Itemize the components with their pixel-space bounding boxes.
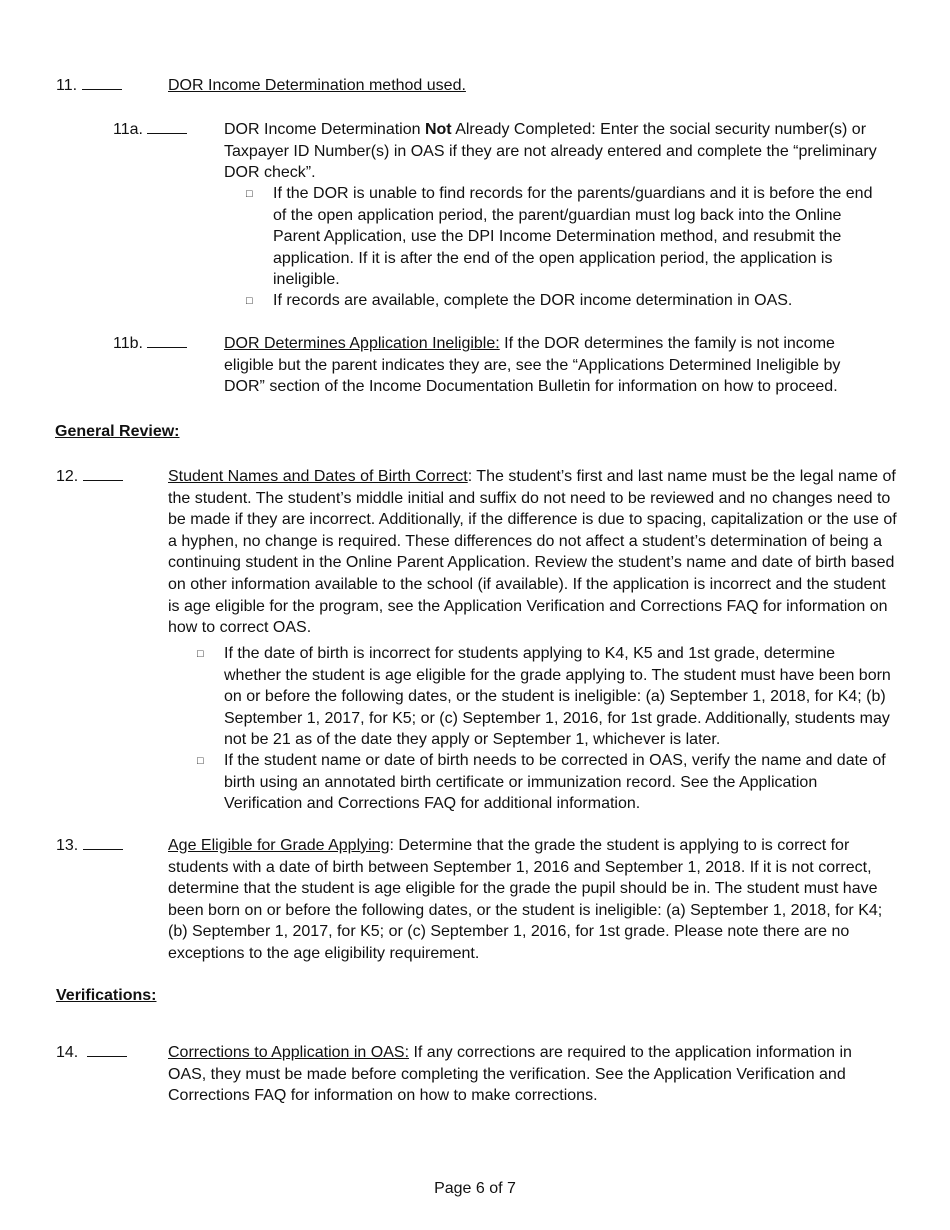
checkbox-bullet[interactable]: □ bbox=[197, 755, 204, 767]
check-blank[interactable] bbox=[87, 1042, 127, 1057]
item-12-bullet-2: If the student name or date of birth needs to be corrected in OAS, verify the name and date of birth using an annotated birth certificate or immunization record. See the Application Verification and Corrections FAQ for additional information. bbox=[224, 752, 886, 813]
item-11b-text: DOR Determines Application Ineligible: If the DOR determines the family is not income eligible but the parent indicates they are, see the “Applications Determined Ineligible by DOR” section of the Income Documentation Bulletin for information on how to proceed. bbox=[224, 335, 841, 396]
section-heading-verifications: Verifications: bbox=[56, 987, 157, 1004]
check-blank[interactable] bbox=[83, 466, 123, 481]
check-blank[interactable] bbox=[82, 75, 122, 90]
check-blank[interactable] bbox=[147, 119, 187, 134]
section-heading-general-review: General Review: bbox=[55, 423, 180, 440]
item-11a-bullet-2: If records are available, complete the DOR income determination in OAS. bbox=[273, 292, 793, 309]
page-number: Page 6 of 7 bbox=[434, 1180, 516, 1197]
checkbox-bullet[interactable]: □ bbox=[197, 648, 204, 660]
item-13-text: Age Eligible for Grade Applying: Determine that the grade the student is applying to is correct for students with a date of birth between September 1, 2016 and September 1, 2018. If it is not correct, determine that the student is age eligible for the grade the pupil should be in. The student must have been born on or before the following dates, or the student is ineligible: (a) September 1, 2018, for K4; (b) September 1, 2017, for K5; or (c) September 1, 2016, for 1st grade. Please note there are no exceptions to the age eligibility requirement. bbox=[168, 837, 883, 962]
item-12-bullet-1: If the date of birth is incorrect for students applying to K4, K5 and 1st grade, determine whether the student is age eligible for the grade applying to. The student must have been born on or before the following dates, or the student is ineligible: (a) September 1, 2018, for K4; (b) September 1, 2017, for K5; or (c) September 1, 2016, for 1st grade. Additionally, students may not be 21 as of the date they apply or September 1, whichever is later. bbox=[224, 645, 891, 749]
checkbox-bullet[interactable]: □ bbox=[246, 295, 253, 307]
checkbox-bullet[interactable]: □ bbox=[246, 188, 253, 200]
item-11a-number: 11a. bbox=[113, 119, 187, 141]
check-blank[interactable] bbox=[83, 835, 123, 850]
item-13-number: 13. bbox=[56, 835, 123, 857]
item-14-number: 14. bbox=[56, 1042, 127, 1064]
item-11a-bullet-1: If the DOR is unable to find records for the parents/guardians and it is before the end of the open application period, the parent/guardian must log back into the Online Parent Application, use the DPI Income Determination method, and resubmit the application. If it is after the end of the open application period, the application is ineligible. bbox=[273, 185, 873, 289]
item-11-number: 11. bbox=[56, 75, 122, 97]
item-11-title: DOR Income Determination method used. bbox=[168, 77, 466, 94]
item-12-text: Student Names and Dates of Birth Correct: The student’s first and last name must be the legal name of the student. The student’s middle initial and suffix do not need to be reviewed and no changes need to be made if they are incorrect. Additionally, if the difference is due to spacing, capitalization or the use of a hyphen, no change is required. These differences do not affect a student’s determination of being a continuing student in the Online Parent Application. Review the student’s name and date of birth based on other information available to the school (if available). If the application is incorrect and the student is age eligible for the program, see the Application Verification and Corrections FAQ for information on how to correct OAS. bbox=[168, 468, 897, 637]
item-12-number: 12. bbox=[56, 466, 123, 488]
item-11a-text: DOR Income Determination Not Already Completed: Enter the social security number(s) or Taxpayer ID Number(s) in OAS if they are not already entered and complete the “preliminary DOR check”. bbox=[224, 121, 877, 182]
item-14-text: Corrections to Application in OAS: If any corrections are required to the application information in OAS, they must be made before completing the verification. See the Application Verification and Corrections FAQ for information on how to make corrections. bbox=[168, 1044, 852, 1105]
item-11b-number: 11b. bbox=[113, 333, 187, 355]
check-blank[interactable] bbox=[147, 333, 187, 348]
